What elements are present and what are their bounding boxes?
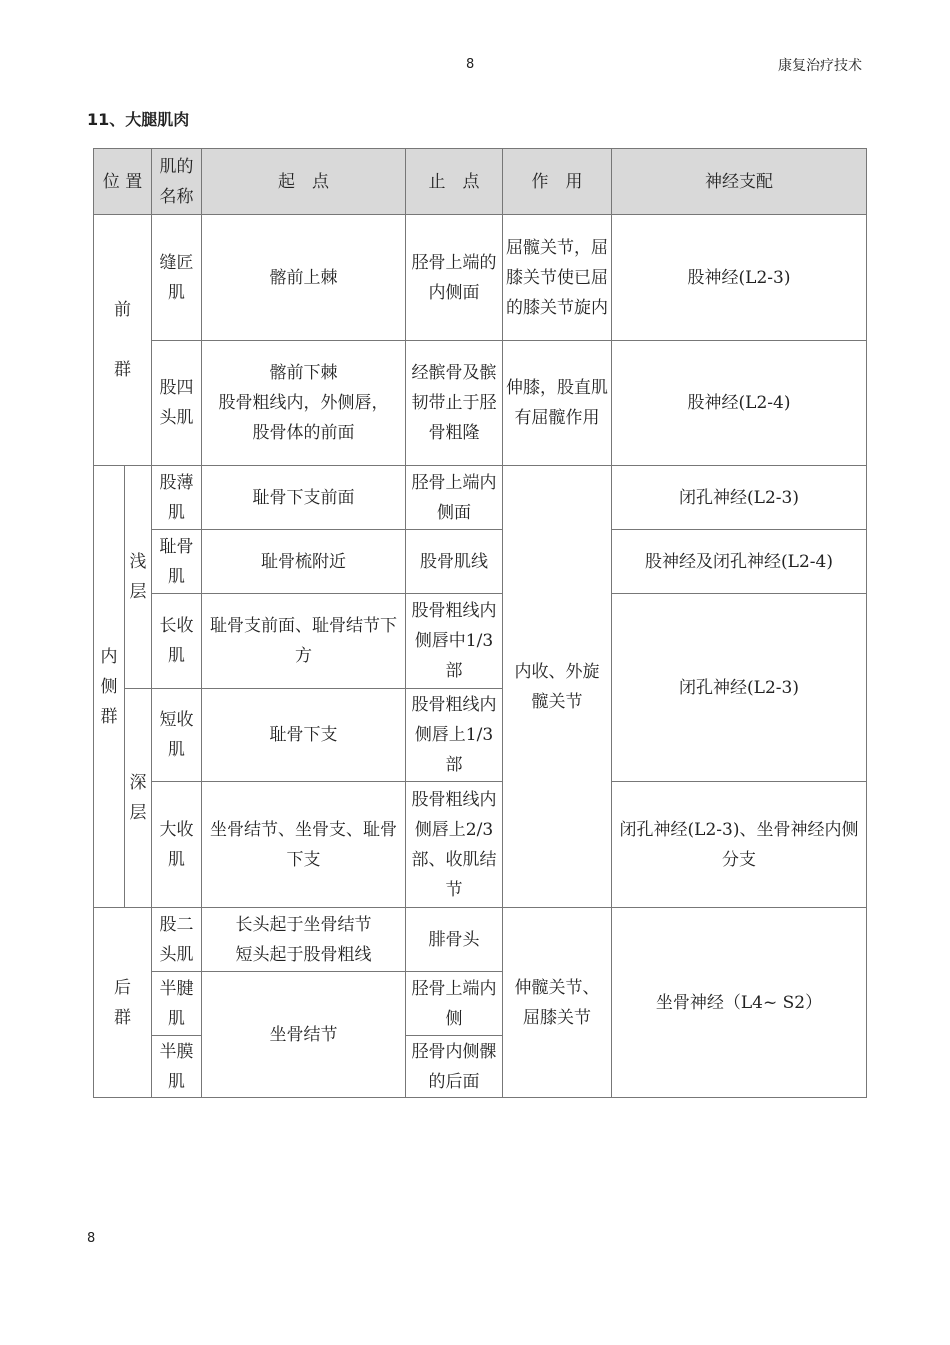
insertion: 股骨粗线内侧唇上2/3 部、收肌结节 xyxy=(406,782,503,908)
origin: 耻骨梳附近 xyxy=(202,530,406,594)
insertion: 腓骨头 xyxy=(406,908,503,972)
muscle-name: 长收肌 xyxy=(152,594,202,689)
insertion: 经髌骨及髌韧带止于胫骨粗隆 xyxy=(406,341,503,466)
header-position: 位 置 xyxy=(94,149,152,215)
nerve: 股神经(L2-4) xyxy=(612,341,867,466)
insertion: 胫骨内侧髁的后面 xyxy=(406,1036,503,1098)
table-row xyxy=(94,594,867,689)
nerve: 股神经及闭孔神经(L2-4) xyxy=(612,530,867,594)
action-medial-shared: 内收、外旋 髋关节 xyxy=(503,466,612,908)
header-book-title: 康复治疗技术 xyxy=(778,58,862,74)
muscle-name: 短收肌 xyxy=(152,689,202,782)
insertion: 胫骨上端内侧 xyxy=(406,972,503,1036)
muscle-name: 股四头肌 xyxy=(152,341,202,466)
layer-superficial: 浅 层 xyxy=(125,466,152,689)
table-row xyxy=(94,341,867,466)
origin: 髂前下棘 股骨粗线内，外侧唇， 股骨体的前面 xyxy=(202,341,406,466)
insertion: 胫骨上端的内侧面 xyxy=(406,215,503,341)
header-action: 作 用 xyxy=(503,149,612,215)
nerve: 闭孔神经(L2-3) xyxy=(612,466,867,530)
table-row xyxy=(94,782,867,908)
section-title: 11、大腿肌肉 xyxy=(87,110,190,129)
muscle-name: 股薄肌 xyxy=(152,466,202,530)
header-insertion: 止 点 xyxy=(406,149,503,215)
nerve: 闭孔神经(L2-3)、坐骨神经内侧分支 xyxy=(612,782,867,908)
muscle-name: 缝匠肌 xyxy=(152,215,202,341)
action-posterior-shared: 伸髋关节、 屈膝关节 xyxy=(503,908,612,1098)
header-row xyxy=(94,149,867,215)
muscle-name: 大收肌 xyxy=(152,782,202,908)
origin: 耻骨支前面、耻骨结节下方 xyxy=(202,594,406,689)
group-posterior: 后 群 xyxy=(94,908,152,1098)
group-medial: 内 侧 群 xyxy=(94,466,125,908)
table-row xyxy=(94,908,867,972)
header-origin: 起 点 xyxy=(202,149,406,215)
insertion: 股骨肌线 xyxy=(406,530,503,594)
insertion: 胫骨上端内侧面 xyxy=(406,466,503,530)
origin: 坐骨结节、坐骨支、耻骨下支 xyxy=(202,782,406,908)
origin: 耻骨下支 xyxy=(202,689,406,782)
header-nerve: 神经支配 xyxy=(612,149,867,215)
muscle-name: 半腱肌 xyxy=(152,972,202,1036)
header-muscle-name: 肌的名称 xyxy=(152,149,202,215)
group-front: 前 群 xyxy=(94,215,152,466)
muscle-name: 股二头肌 xyxy=(152,908,202,972)
origin: 髂前上棘 xyxy=(202,215,406,341)
action: 屈髋关节，屈膝关节使已屈的膝关节旋内 xyxy=(503,215,612,341)
origin: 耻骨下支前面 xyxy=(202,466,406,530)
origin: 长头起于坐骨结节 短头起于股骨粗线 xyxy=(202,908,406,972)
nerve: 股神经(L2-3) xyxy=(612,215,867,341)
layer-deep: 深 层 xyxy=(125,689,152,908)
insertion: 股骨粗线内侧唇上1/3 部 xyxy=(406,689,503,782)
muscle-name: 半膜肌 xyxy=(152,1036,202,1098)
thigh-muscle-table xyxy=(93,148,867,1098)
table-row xyxy=(94,530,867,594)
insertion: 股骨粗线内侧唇中1/3 部 xyxy=(406,594,503,689)
table-row xyxy=(94,466,867,530)
table-row xyxy=(94,215,867,341)
nerve-posterior-shared: 坐骨神经（L4~ S2） xyxy=(612,908,867,1098)
nerve-adductors: 闭孔神经(L2-3) xyxy=(612,594,867,782)
footer-page-number: 8 xyxy=(87,1231,96,1246)
muscle-name: 耻骨肌 xyxy=(152,530,202,594)
origin-posterior-shared: 坐骨结节 xyxy=(202,972,406,1098)
action: 伸膝，股直肌有屈髋作用 xyxy=(503,341,612,466)
header-page-number: 8 xyxy=(466,57,475,72)
